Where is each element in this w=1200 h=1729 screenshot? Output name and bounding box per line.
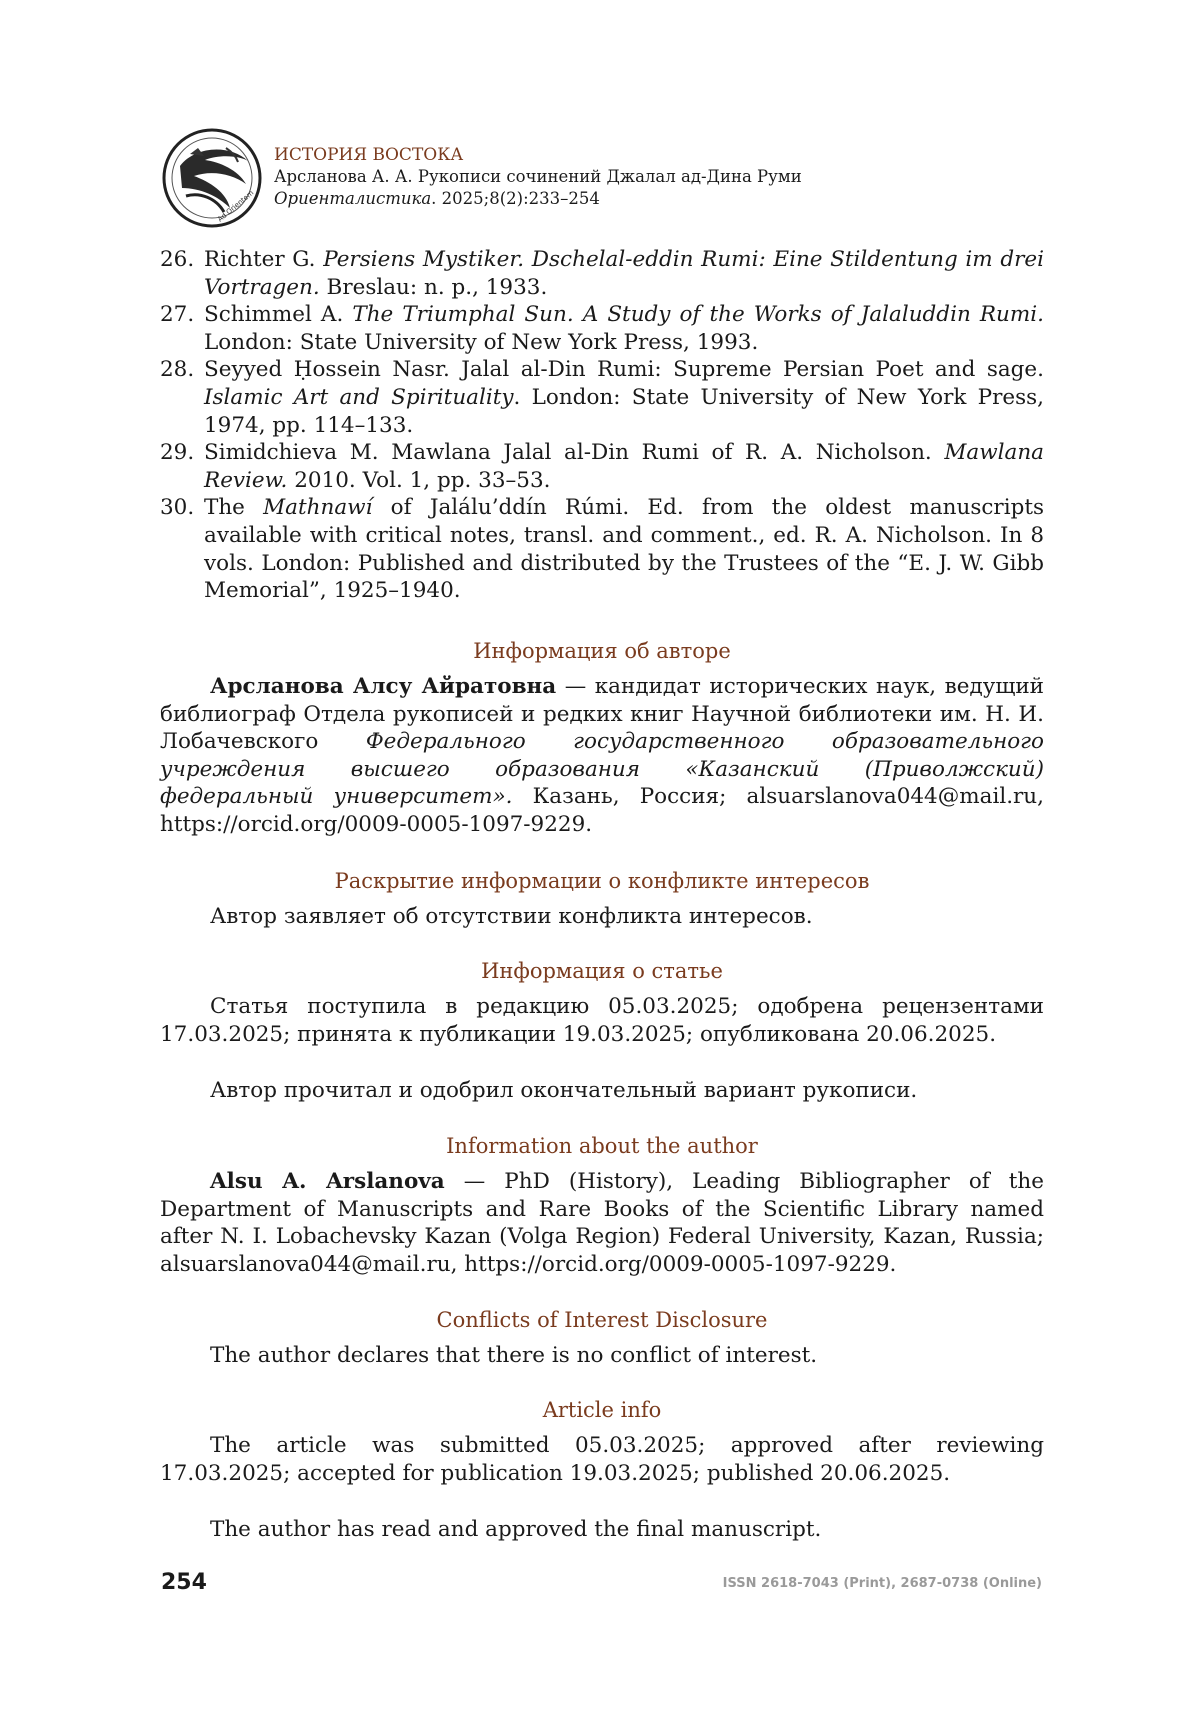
en-article-text: The article was submitted 05.03.2025; approved after reviewing 17.03.2025; accepted for publication 19.03.2025; published 20.06.2025. xyxy=(160,1433,1044,1486)
journal-citation xyxy=(274,188,802,210)
journal-section: ИСТОРИЯ ВОСТОКА xyxy=(274,145,464,165)
ru-author-name: Арсланова Алсу Айратовна xyxy=(210,674,557,699)
reference-item: 26. Richter G. Persiens Mystiker. Dschelal-eddin Rumi: Eine Stildentung im drei Vortragen. Breslau: n. p., 1933. xyxy=(160,247,1044,300)
en-approval-text: The author has read and approved the final manuscript. xyxy=(210,1517,822,1542)
ru-author-info: Арсланова Алсу Айратовна — кандидат исторических наук, ведущий библиограф Отдела рукописей и редких книг Научной библиотеки им. Н. И. Лобачевского Федерального государственного образовательного учреждения высшего образования «Казанский (Приволжский) федеральный университет». Казань, Россия; alsuarslanova044@mail.ru, https://orcid.org/0009-0005-1097-9229. xyxy=(160,674,1044,837)
ru-author-heading: Информация об авторе xyxy=(473,639,731,663)
article-citation: Арсланова А. А. Рукописи сочинений Джалал ад-Дина Руми xyxy=(274,167,802,186)
ru-conflict-heading: Раскрытие информации о конфликте интересов xyxy=(334,869,870,893)
reference-number: 30. xyxy=(160,495,195,521)
reference-number: 28. xyxy=(160,357,195,383)
reference-number: 27. xyxy=(160,302,195,328)
reference-item: 27. Schimmel A. The Triumphal Sun. A Study of the Works of Jalaluddin Rumi. London: State University of New York Press, 1993. xyxy=(160,302,1044,355)
reference-item: 29. Simidchieva M. Mawlana Jalal al-Din Rumi of R. A. Nicholson. Mawlana Review. 2010. Vol. 1, pp. 33–53. xyxy=(160,440,1044,493)
en-author-heading: Information about the author xyxy=(446,1134,758,1158)
journal-name: Ориенталистика xyxy=(274,189,432,208)
ru-article-heading: Информация о статье xyxy=(481,959,723,983)
reference-item: 30. The Mathnawí of Jalálu’ddín Rúmi. Ed. from the oldest manuscripts available with critical notes, transl. and comment., ed. R. A. Nicholson. In 8 vols. London: Published and distributed by the Trustees of the “E. J. W. Gibb Memorial”, 1925–1940. xyxy=(160,495,1045,604)
journal-logo-icon xyxy=(160,126,270,231)
ru-article-text: Статья поступила в редакцию 05.03.2025; одобрена рецензентами 17.03.2025; принята к публикации 19.03.2025; опубликована 20.06.2025. xyxy=(160,994,1044,1047)
running-header xyxy=(160,126,1060,231)
en-conflict-text: The author declares that there is no conflict of interest. xyxy=(210,1343,818,1368)
en-author-name: Alsu A. Arslanova xyxy=(210,1169,445,1194)
en-author-info: Alsu A. Arslanova — PhD (History), Leading Bibliographer of the Department of Manuscripts and Rare Books of the Scientific Library named after N. I. Lobachevsky Kazan (Volga Region) Federal University, Kazan, Russia; alsuarslanova044@mail.ru, https://orcid.org/0009-0005-1097-9229. xyxy=(160,1169,1044,1277)
en-article-heading: Article info xyxy=(542,1398,662,1422)
logo-text: Ad Orientem xyxy=(216,188,256,224)
ru-conflict-text: Автор заявляет об отсутствии конфликта интересов. xyxy=(210,904,813,929)
reference-item: 28. Seyyed Ḥossein Nasr. Jalal al-Din Rumi: Supreme Persian Poet and sage. Islamic Art and Spirituality. London: State University of New York Press, 1974, pp. 114–133. xyxy=(160,357,1045,438)
en-conflict-heading: Conflicts of Interest Disclosure xyxy=(436,1308,768,1332)
reference-number: 26. xyxy=(160,247,195,272)
reference-list xyxy=(160,246,1044,605)
reference-number: 29. xyxy=(160,440,195,466)
journal-issue: . 2025;8(2):233–254 xyxy=(431,189,600,208)
issn-line: ISSN 2618-7043 (Print), 2687-0738 (Online) xyxy=(722,1576,1042,1591)
ru-approval-text: Автор прочитал и одобрил окончательный вариант рукописи. xyxy=(210,1078,918,1103)
page-number: 254 xyxy=(161,1570,207,1595)
